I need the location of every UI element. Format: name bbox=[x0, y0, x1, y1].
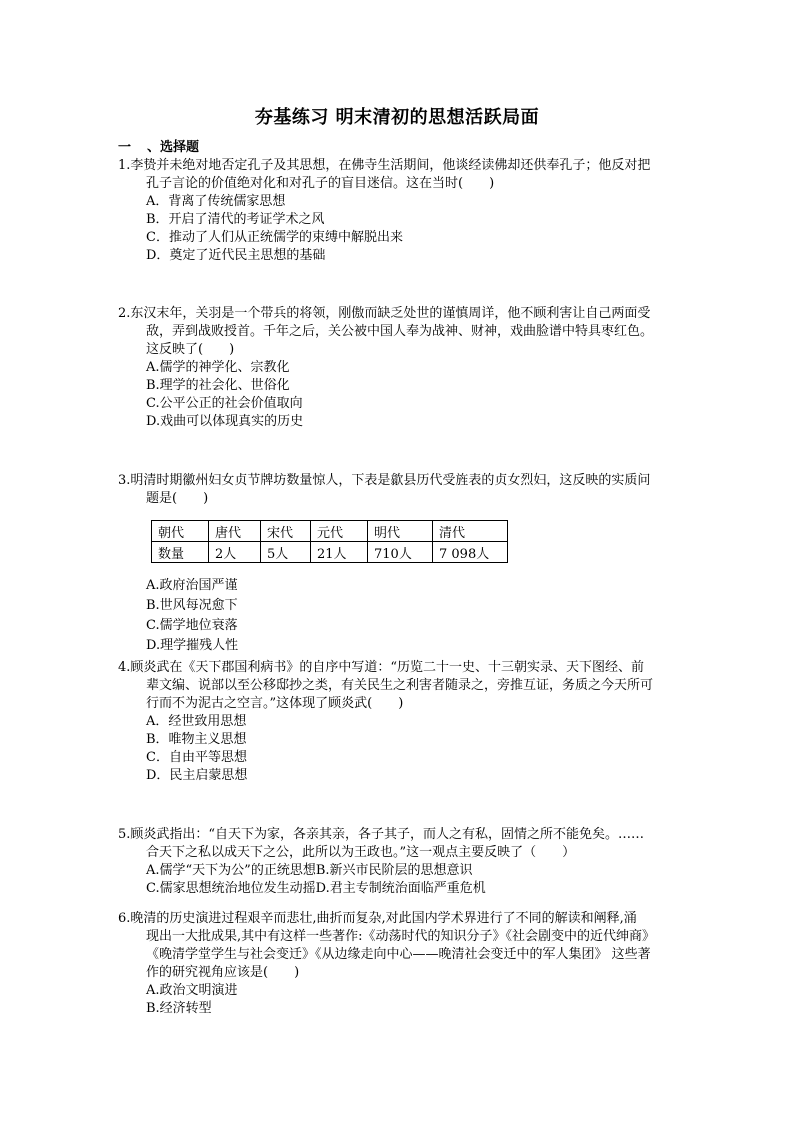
question-3-options bbox=[118, 576, 698, 656]
question-5 bbox=[118, 826, 698, 898]
table-row bbox=[152, 542, 508, 563]
table-cell: 5人 bbox=[261, 542, 311, 563]
option-d: D.理学摧残人性 bbox=[146, 638, 239, 653]
option-a: A.政府治国严谨 bbox=[146, 578, 238, 593]
option-c: C．自由平等思想 bbox=[146, 750, 247, 765]
question-stem-line: 这反映了( ) bbox=[146, 342, 235, 357]
question-stem-line: 辈文编、说部以至公移邸抄之类，有关民生之利害者随录之，旁推互证，务质之今天所可 bbox=[146, 678, 654, 693]
section-heading bbox=[118, 136, 199, 155]
question-stem-line: 1.李贽并未绝对地否定孔子及其思想，在佛寺生活期间，他谈经读佛却还供奉孔子；他反对把 bbox=[118, 158, 651, 173]
option-b: B.世风每况愈下 bbox=[146, 598, 238, 613]
question-3 bbox=[118, 472, 698, 508]
question-stem-line: 6.晚清的历史演进过程艰辛而悲壮,曲折而复杂,对此国内学术界进行了不同的解读和阐释,涌 bbox=[118, 911, 637, 926]
question-stem-line: 现出一大批成果,其中有这样一些著作:《动荡时代的知识分子》《社会剧变中的近代绅商》 bbox=[146, 929, 656, 944]
table-cell: 清代 bbox=[433, 521, 508, 542]
option-b: B.经济转型 bbox=[146, 1001, 212, 1016]
table-cell: 7 098人 bbox=[433, 542, 508, 563]
question-stem-line: 孔子言论的价值绝对化和对孔子的盲目迷信。这在当时( ) bbox=[146, 176, 495, 191]
question-stem-line: 合天下之私以成天下之公，此所以为王政也。”这一观点主要反映了（ ） bbox=[146, 845, 576, 860]
question-6 bbox=[118, 910, 698, 1018]
section-label: 、选择题 bbox=[147, 140, 200, 155]
question-2 bbox=[118, 305, 698, 431]
option-d: D．奠定了近代民主思想的基础 bbox=[146, 248, 326, 263]
option-b: B．开启了清代的考证学术之风 bbox=[146, 212, 325, 227]
table-header-row bbox=[152, 521, 508, 542]
question-1 bbox=[118, 157, 698, 265]
table-cell: 朝代 bbox=[152, 521, 209, 542]
question-4 bbox=[118, 659, 698, 785]
chastity-arch-table bbox=[151, 520, 508, 563]
table-cell: 元代 bbox=[311, 521, 368, 542]
option-c: C.公平公正的社会价值取向 bbox=[146, 396, 303, 411]
table-cell: 明代 bbox=[368, 521, 433, 542]
option-b: B.理学的社会化、世俗化 bbox=[146, 378, 290, 393]
option-b: B．唯物主义思想 bbox=[146, 732, 247, 747]
question-stem-line: 5.顾炎武指出：“自天下为家，各亲其亲，各子其子，而人之有私，固情之所不能免矣。…… bbox=[118, 827, 645, 842]
option-d: D.戏曲可以体现真实的历史 bbox=[146, 414, 304, 429]
question-stem-line: 行而不为泥古之空言。”这体现了顾炎武( ) bbox=[146, 696, 404, 711]
table-cell: 唐代 bbox=[209, 521, 261, 542]
question-stem-line: 2.东汉末年，关羽是一个带兵的将领，刚傲而缺乏处世的谨慎周详，他不顾利害让自己两面受 bbox=[118, 306, 651, 321]
question-stem-line: 4.顾炎武在《天下郡国利病书》的自序中写道：“历览二十一史、十三朝实录、天下图经、前 bbox=[118, 660, 645, 675]
question-stem-line: 《晚清学堂学生与社会变迁》《从边缘走向中心——晚清社会变迁中的军人集团》 这些著 bbox=[146, 947, 651, 962]
table-cell: 宋代 bbox=[261, 521, 311, 542]
option-c: C.儒学地位衰落 bbox=[146, 618, 238, 633]
option-a: A.儒学的神学化、宗教化 bbox=[146, 360, 290, 375]
question-stem-line: 敌，弄到战败授首。千年之后，关公被中国人奉为战神、财神，戏曲脸谱中特具枣红色。 bbox=[146, 324, 654, 339]
option-ab: A.儒学“天下为公”的正统思想B.新兴市民阶层的思想意识 bbox=[146, 863, 473, 878]
table-cell: 710人 bbox=[368, 542, 433, 563]
table-cell: 数量 bbox=[152, 542, 209, 563]
option-c: C．推动了人们从正统儒学的束缚中解脱出来 bbox=[146, 230, 403, 245]
option-a: A．背离了传统儒家思想 bbox=[146, 194, 286, 209]
option-d: D．民主启蒙思想 bbox=[146, 768, 248, 783]
question-stem-line: 题是( ) bbox=[146, 491, 209, 506]
option-a: A.政治文明演进 bbox=[146, 983, 238, 998]
table-cell: 2人 bbox=[209, 542, 261, 563]
page-title: 夯基练习 明末清初的思想活跃局面 bbox=[254, 107, 540, 128]
question-stem-line: 作的研究视角应该是( ) bbox=[146, 965, 300, 980]
option-a: A．经世致用思想 bbox=[146, 714, 247, 729]
table-cell: 21人 bbox=[311, 542, 368, 563]
question-stem-line: 3.明清时期徽州妇女贞节牌坊数量惊人，下表是歙县历代受旌表的贞女烈妇，这反映的实质问 bbox=[118, 473, 651, 488]
option-cd: C.儒家思想统治地位发生动摇D.君主专制统治面临严重危机 bbox=[146, 881, 486, 896]
section-number: 一 bbox=[118, 140, 132, 155]
